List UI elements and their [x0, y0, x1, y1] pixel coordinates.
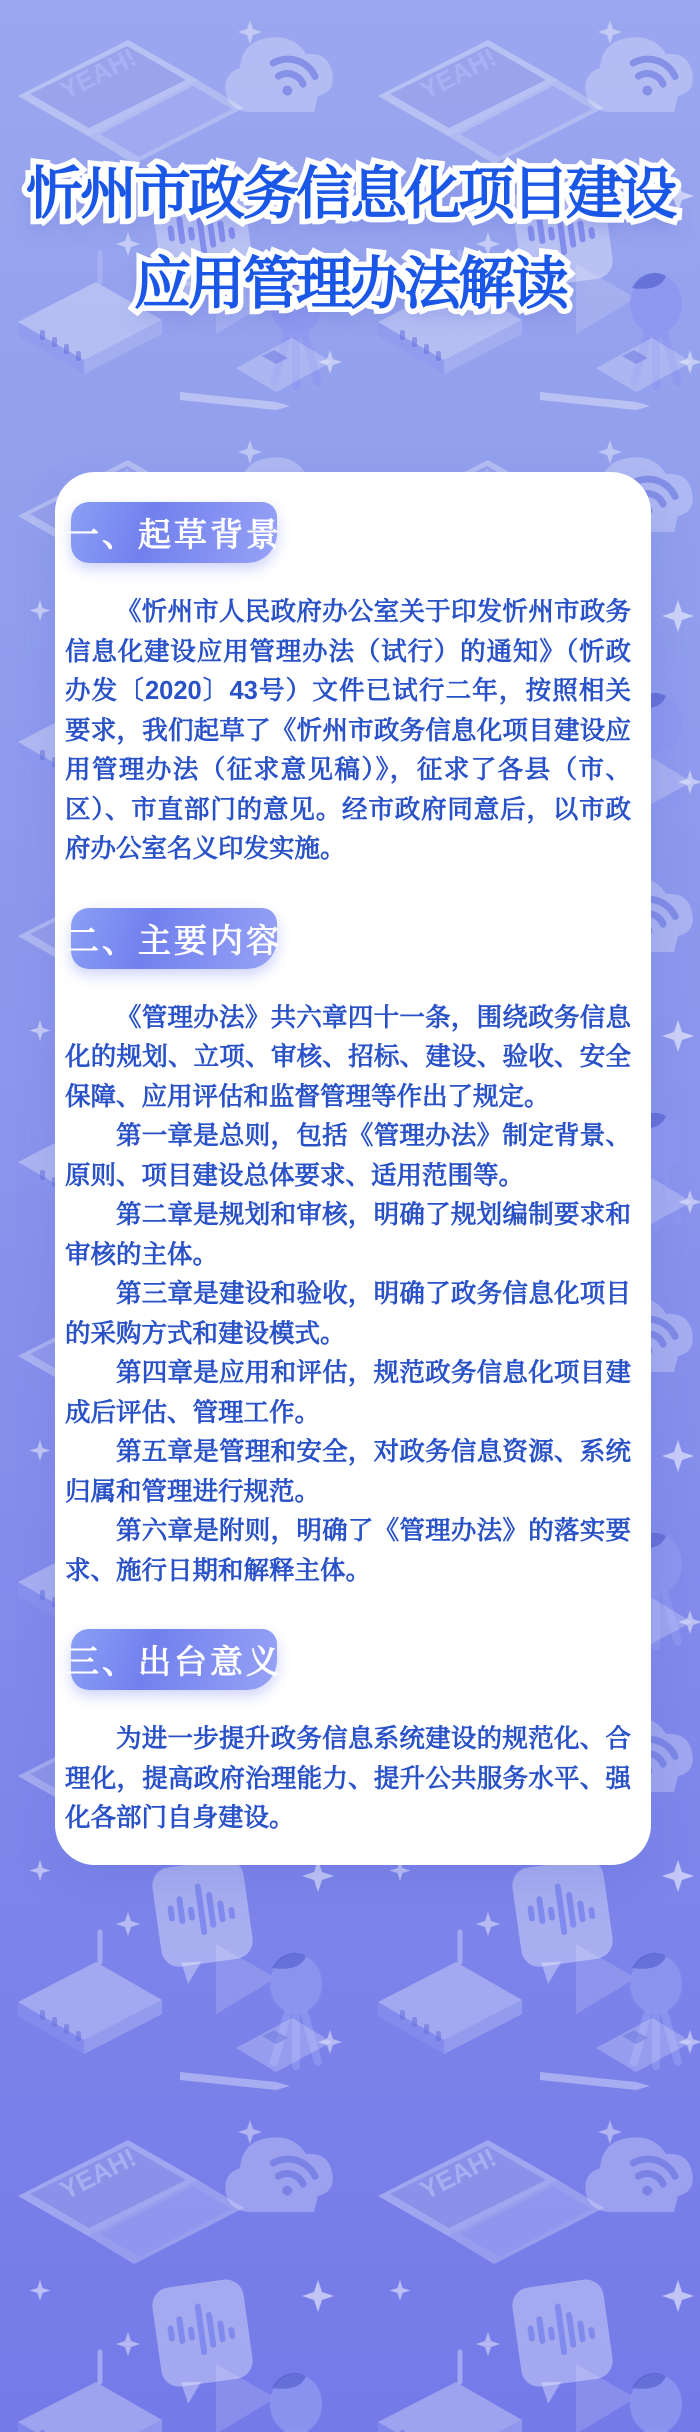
poster-title [0, 149, 700, 329]
section-heading-label: 三、出台意义 [66, 1643, 282, 1680]
section-heading-tag [66, 1629, 282, 1690]
section-paragraph: 第五章是管理和安全，对政务信息资源、系统归属和管理进行规范。 [65, 1438, 631, 1506]
content-section [65, 1629, 631, 1839]
section-paragraph: 第一章是总则，包括《管理办法》制定背景、原则、项目建设总体要求、适用范围等。 [65, 1122, 631, 1190]
section-paragraph: 《管理办法》共六章四十一条，围绕政务信息化的规划、立项、审核、招标、建设、验收、安全保障、应用评估和监督管理等作出了规定。 [65, 1003, 631, 1111]
section-heading-tag [66, 908, 282, 969]
title-line-2: 应用管理办法解读 应用管理办法解读 [0, 239, 700, 329]
section-paragraph: 第三章是建设和验收，明确了政务信息化项目的采购方式和建设模式。 [65, 1280, 631, 1348]
content-card [55, 472, 651, 1865]
section-heading-label: 二、主要内容 [66, 921, 282, 959]
section-paragraph: 为进一步提升政务信息系统建设的规范化、合理化，提高政府治理能力、提升公共服务水平、强化各部门自身建设。 [65, 1725, 631, 1832]
content-section [65, 502, 631, 870]
section-paragraph: 第二章是规划和审核，明确了规划编制要求和审核的主体。 [65, 1201, 631, 1269]
section-paragraph: 第六章是附则，明确了《管理办法》的落实要求、施行日期和解释主体。 [65, 1517, 631, 1585]
section-heading-label: 一、起草背景 [66, 516, 282, 553]
title-line-1: 忻州市政务信息化项目建设 忻州市政务信息化项目建设 [0, 149, 700, 239]
content-section [65, 908, 631, 1592]
section-heading-tag [66, 502, 282, 563]
section-paragraph: 第四章是应用和评估，规范政务信息化项目建成后评估、管理工作。 [65, 1359, 631, 1427]
section-paragraph: 《忻州市人民政府办公室关于印发忻州市政务信息化建设应用管理办法（试行）的通知》（忻政办发〔2020〕43号）文件已试行二年，按照相关要求，我们起草了《忻州市政务信息化项目建设应用管理办法（征求意见稿）》，征求了各县（市、区）、市直部门的意见。经市政府同意后，以市政府办公室名义印发实施。 [65, 598, 631, 863]
